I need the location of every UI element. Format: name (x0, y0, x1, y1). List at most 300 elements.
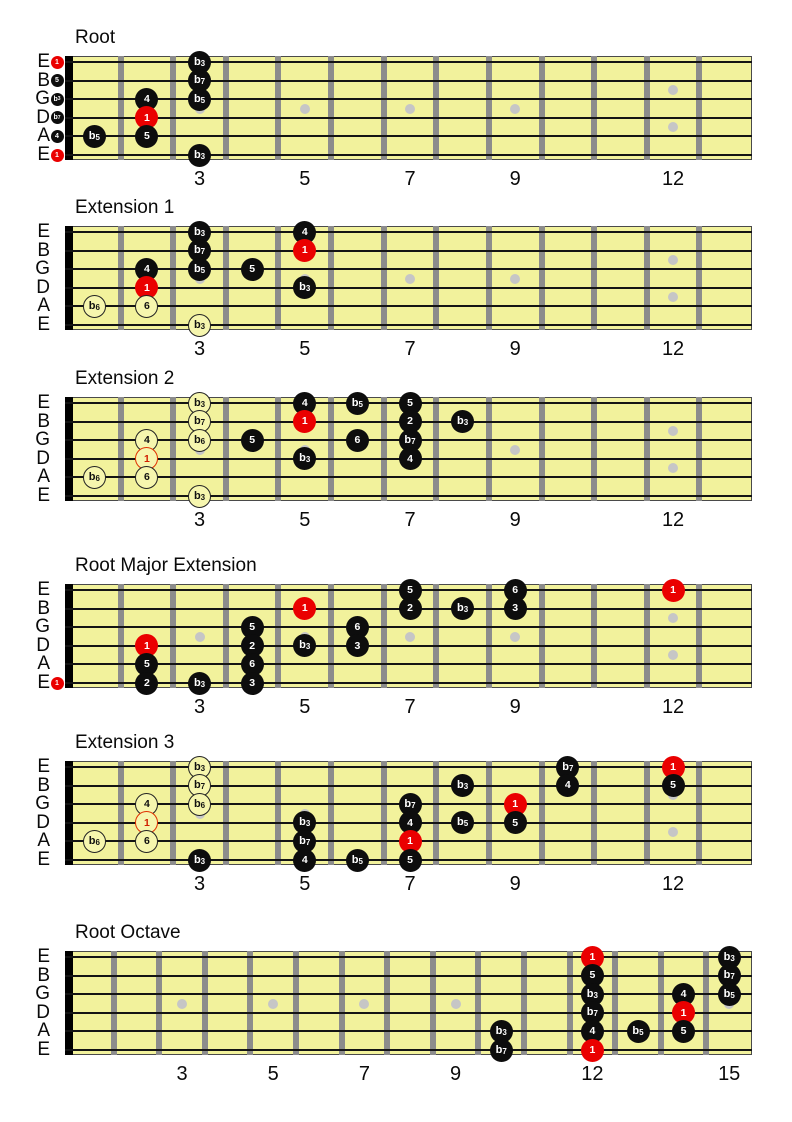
degree-number: 6 (354, 433, 361, 446)
degree-number: 1 (301, 244, 308, 257)
note-dot (662, 774, 685, 797)
fret-marker-icon (195, 632, 205, 642)
fret-number: 5 (299, 509, 311, 531)
degree-number: 4 (144, 797, 150, 810)
guitar-string (65, 1049, 752, 1051)
string-label: E (37, 144, 50, 165)
guitar-string (65, 1012, 752, 1014)
degree-number: 5 (200, 95, 206, 105)
fret-number: 3 (176, 1063, 188, 1085)
fret-number: 9 (509, 338, 521, 360)
degree-number: 3 (200, 763, 206, 773)
flat-sign: b (723, 950, 731, 963)
guitar-string (65, 645, 752, 647)
guitar-string (65, 626, 752, 628)
fret-marker-icon (668, 85, 678, 95)
fret-wire (591, 226, 597, 330)
fret-wire (644, 56, 650, 160)
flat-sign: b (88, 470, 96, 483)
guitar-string (65, 975, 752, 977)
string-label: D (36, 1001, 50, 1023)
degree-number: 7 (200, 418, 206, 428)
fret-wire (118, 397, 124, 501)
note-dot (83, 295, 106, 318)
diagram-title: Extension 2 (75, 368, 175, 389)
degree-number: 4 (55, 132, 59, 140)
degree-number: 3 (57, 96, 61, 103)
degree-number: 3 (200, 679, 206, 689)
degree-number: 5 (407, 583, 413, 596)
flat-sign: b (193, 148, 201, 161)
flat-sign: b (193, 225, 201, 238)
degree-number: 6 (95, 837, 100, 847)
note-dot (504, 811, 527, 834)
note-dot (399, 447, 422, 470)
note-dot (672, 1020, 695, 1043)
degree-number: 7 (730, 972, 735, 982)
fret-number: 15 (718, 1063, 741, 1085)
fret-wire (696, 226, 702, 330)
string-label: E (37, 849, 50, 870)
string-label: D (36, 634, 50, 656)
fret-wire (381, 761, 387, 865)
degree-number: 3 (200, 151, 206, 161)
fret-wire (591, 584, 597, 688)
guitar-string (65, 250, 752, 252)
fret-wire (381, 226, 387, 330)
degree-number: 5 (407, 396, 413, 409)
fret-wire (539, 584, 545, 688)
degree-number: 6 (95, 473, 100, 483)
fret-wire (118, 226, 124, 330)
flat-sign: b (193, 676, 201, 689)
fret-marker-icon (300, 104, 310, 114)
degree-number: 1 (55, 151, 59, 159)
guitar-string (65, 495, 752, 497)
string-label: E (37, 51, 50, 72)
degree-number: 1 (512, 797, 519, 810)
fret-number: 5 (299, 873, 311, 895)
fret-wire (118, 761, 124, 865)
guitar-string (65, 663, 752, 665)
fret-marker-icon (177, 999, 187, 1009)
fret-number: 5 (299, 696, 311, 718)
flat-sign: b (586, 1006, 594, 1019)
fret-number: 9 (509, 168, 521, 190)
note-dot (718, 983, 741, 1006)
fret-wire (111, 951, 117, 1055)
flat-sign: b (193, 433, 201, 446)
fret-number: 5 (299, 168, 311, 190)
string-label: A (37, 1020, 50, 1042)
guitar-string (65, 117, 752, 119)
nut (65, 584, 73, 688)
fret-number: 3 (193, 873, 206, 895)
fret-number: 9 (509, 873, 521, 895)
fret-wire (223, 56, 229, 160)
note-dot (627, 1020, 650, 1043)
flat-sign: b (193, 489, 201, 502)
fret-wire (223, 761, 229, 865)
note-dot (51, 130, 64, 143)
fret-wire (539, 56, 545, 160)
fret-wire (696, 56, 702, 160)
fret-wire (475, 951, 481, 1055)
guitar-string (65, 287, 752, 289)
fret-wire (170, 56, 176, 160)
degree-number: 3 (512, 602, 519, 615)
fret-wire (591, 761, 597, 865)
flat-sign: b (88, 834, 96, 847)
flat-sign: b (88, 129, 96, 142)
fret-marker-icon (359, 999, 369, 1009)
nut (65, 951, 73, 1055)
fret-wire (644, 397, 650, 501)
degree-number: 7 (502, 1046, 507, 1056)
guitar-string (65, 135, 752, 137)
guitar-string (65, 98, 752, 100)
fret-number: 12 (661, 873, 685, 895)
flat-sign: b (457, 779, 464, 792)
fret-wire (328, 56, 334, 160)
fret-wire (223, 226, 229, 330)
note-dot (188, 144, 211, 167)
flat-sign: b (193, 797, 201, 810)
string-label: G (35, 429, 50, 451)
guitar-string (65, 785, 752, 787)
note-dot (135, 672, 158, 695)
fret-number: 12 (661, 696, 685, 718)
degree-number: 5 (249, 262, 256, 275)
guitar-string (65, 268, 752, 270)
note-dot (188, 672, 211, 695)
degree-number: 3 (593, 990, 598, 1000)
degree-number: 4 (407, 452, 413, 465)
fret-wire (433, 397, 439, 501)
flat-sign: b (351, 853, 359, 866)
fret-wire (486, 397, 492, 501)
fret-wire (328, 584, 334, 688)
degree-number: 1 (301, 415, 308, 428)
string-label: A (37, 830, 50, 852)
degree-number: 3 (200, 228, 206, 238)
note-dot (51, 74, 64, 87)
fret-number: 5 (299, 338, 311, 360)
note-dot (51, 56, 64, 69)
fret-wire (275, 56, 281, 160)
degree-number: 7 (411, 800, 416, 810)
degree-number: 5 (639, 1027, 644, 1037)
fret-number: 3 (193, 509, 206, 531)
fret-number: 3 (193, 696, 206, 718)
flat-sign: b (193, 244, 201, 257)
fret-wire (539, 226, 545, 330)
degree-number: 4 (589, 1025, 596, 1038)
fret-wire (433, 226, 439, 330)
degree-number: 4 (407, 816, 413, 829)
degree-number: 3 (200, 492, 206, 502)
string-label: G (35, 793, 50, 815)
guitar-string (65, 476, 752, 478)
degree-number: 7 (411, 436, 416, 446)
fret-wire (696, 397, 702, 501)
fret-number: 3 (193, 168, 206, 190)
degree-number: 3 (305, 284, 311, 294)
fret-wire (223, 397, 229, 501)
degree-number: 1 (670, 760, 676, 773)
degree-number: 4 (301, 396, 308, 409)
flat-sign: b (495, 1024, 503, 1037)
fret-wire (539, 761, 545, 865)
note-dot (188, 314, 211, 337)
degree-number: 5 (730, 990, 735, 1000)
string-label: B (37, 239, 50, 261)
degree-number: 6 (144, 300, 150, 313)
fret-marker-icon (510, 445, 520, 455)
note-dot (188, 793, 211, 816)
fret-wire (521, 951, 527, 1055)
flat-sign: b (299, 639, 306, 652)
fret-wire (644, 226, 650, 330)
fret-wire (339, 951, 345, 1055)
degree-number: 5 (358, 856, 363, 866)
degree-number: 5 (55, 77, 59, 85)
fret-wire (381, 397, 387, 501)
fret-wire (567, 951, 573, 1055)
flat-sign: b (53, 95, 58, 103)
degree-number: 4 (144, 92, 150, 105)
fret-wire (486, 226, 492, 330)
degree-number: 3 (249, 676, 256, 689)
fret-marker-icon (510, 104, 520, 114)
guitar-string (65, 154, 752, 156)
fret-wire (328, 397, 334, 501)
guitar-string (65, 956, 752, 958)
degree-number: 7 (200, 77, 206, 87)
degree-number: 3 (200, 58, 206, 68)
degree-number: 4 (301, 853, 308, 866)
string-label: G (35, 258, 50, 280)
string-label: E (37, 221, 50, 242)
guitar-string (65, 61, 752, 63)
guitar-string (65, 305, 752, 307)
fret-wire (486, 584, 492, 688)
diagram-title: Extension 1 (75, 197, 175, 218)
degree-number: 3 (305, 819, 311, 829)
string-label: E (37, 485, 50, 506)
fret-wire (696, 761, 702, 865)
fret-number: 12 (581, 1063, 604, 1085)
degree-number: 5 (670, 779, 676, 792)
degree-number: 6 (95, 302, 100, 312)
fret-wire (644, 761, 650, 865)
fret-wire (293, 951, 299, 1055)
fret-number: 3 (193, 338, 206, 360)
degree-number: 4 (301, 225, 308, 238)
flat-sign: b (193, 415, 201, 428)
degree-number: 1 (589, 950, 596, 963)
degree-number: 3 (200, 856, 206, 866)
degree-number: 5 (407, 853, 413, 866)
fret-marker-icon (510, 274, 520, 284)
degree-number: 5 (95, 132, 100, 142)
fret-number: 7 (404, 696, 416, 718)
fret-wire (247, 951, 253, 1055)
degree-number: 3 (463, 418, 469, 428)
flat-sign: b (193, 396, 201, 409)
string-label: A (37, 295, 50, 317)
degree-number: 2 (249, 639, 256, 652)
fret-wire (156, 951, 162, 1055)
flat-sign: b (457, 415, 464, 428)
fret-number: 5 (267, 1063, 279, 1085)
degree-number: 3 (502, 1027, 507, 1037)
fret-wire (328, 226, 334, 330)
fret-wire (170, 761, 176, 865)
flat-sign: b (299, 816, 306, 829)
flat-sign: b (723, 969, 731, 982)
note-dot (293, 849, 316, 872)
string-label: D (36, 276, 50, 298)
flat-sign: b (457, 602, 464, 615)
flat-sign: b (193, 55, 201, 68)
degree-number: 6 (144, 835, 150, 848)
note-dot (83, 466, 106, 489)
fret-wire (202, 951, 208, 1055)
flat-sign: b (299, 834, 306, 847)
string-label: A (37, 125, 50, 147)
note-dot (188, 258, 211, 281)
flat-sign: b (351, 396, 359, 409)
fret-wire (384, 951, 390, 1055)
degree-number: 1 (55, 58, 59, 66)
flat-sign: b (457, 816, 464, 829)
degree-number: 1 (407, 835, 413, 848)
fret-wire (430, 951, 436, 1055)
fret-marker-icon (668, 426, 678, 436)
string-label: D (36, 106, 50, 128)
fret-number: 7 (404, 168, 416, 190)
fret-wire (433, 56, 439, 160)
fret-number: 9 (509, 509, 521, 531)
note-dot (51, 111, 64, 124)
degree-number: 6 (512, 583, 519, 596)
string-label: E (37, 1039, 50, 1060)
degree-number: 1 (144, 281, 150, 294)
fret-wire (696, 584, 702, 688)
degree-number: 2 (407, 602, 413, 615)
nut (65, 761, 73, 865)
fret-wire (658, 951, 664, 1055)
fret-wire (381, 584, 387, 688)
fret-number: 12 (661, 168, 685, 190)
degree-number: 4 (144, 262, 150, 275)
fret-marker-icon (405, 104, 415, 114)
fret-wire (118, 56, 124, 160)
note-dot (83, 830, 106, 853)
note-dot (83, 125, 106, 148)
fret-number: 12 (661, 338, 685, 360)
degree-number: 5 (463, 819, 469, 829)
fret-wire (275, 584, 281, 688)
note-dot (581, 1039, 604, 1062)
string-label: B (37, 774, 50, 796)
flat-sign: b (193, 74, 201, 87)
degree-number: 5 (589, 969, 596, 982)
fret-wire (170, 584, 176, 688)
fret-number: 7 (404, 873, 416, 895)
string-label: E (37, 946, 50, 967)
flat-sign: b (193, 779, 201, 792)
fret-number: 9 (509, 696, 521, 718)
note-dot (399, 597, 422, 620)
degree-number: 3 (730, 953, 735, 963)
note-dot (399, 849, 422, 872)
nut (65, 397, 73, 501)
guitar-string (65, 324, 752, 326)
fret-number: 7 (358, 1063, 370, 1085)
string-label: D (36, 811, 50, 833)
flat-sign: b (193, 92, 201, 105)
guitar-string (65, 766, 752, 768)
fret-marker-icon (268, 999, 278, 1009)
flat-sign: b (632, 1024, 640, 1037)
degree-number: 6 (200, 436, 206, 446)
degree-number: 5 (512, 816, 519, 829)
degree-number: 5 (358, 399, 363, 409)
fret-wire (486, 761, 492, 865)
fretboard-board (65, 951, 752, 1055)
flat-sign: b (495, 1043, 503, 1056)
fret-wire (170, 397, 176, 501)
note-dot (346, 392, 369, 415)
degree-number: 7 (57, 114, 61, 121)
string-label: B (37, 410, 50, 432)
flat-sign: b (404, 797, 412, 810)
string-label: G (35, 983, 50, 1005)
degree-number: 6 (249, 658, 256, 671)
fret-wire (381, 56, 387, 160)
note-dot (188, 88, 211, 111)
note-dot (490, 1039, 513, 1062)
degree-number: 3 (305, 642, 311, 652)
fret-wire (433, 761, 439, 865)
degree-number: 6 (144, 471, 150, 484)
note-dot (188, 849, 211, 872)
fret-wire (328, 761, 334, 865)
degree-number: 7 (593, 1009, 598, 1019)
nut (65, 226, 73, 330)
note-dot (241, 429, 264, 452)
flat-sign: b (299, 281, 306, 294)
note-dot (241, 672, 264, 695)
fret-marker-icon (668, 255, 678, 265)
degree-number: 3 (354, 639, 361, 652)
degree-number: 1 (144, 816, 150, 829)
fret-wire (275, 397, 281, 501)
string-label: B (37, 597, 50, 619)
fret-number: 7 (404, 509, 416, 531)
fret-wire (275, 226, 281, 330)
guitar-string (65, 682, 752, 684)
string-label: G (35, 616, 50, 638)
degree-number: 7 (305, 837, 311, 847)
degree-number: 1 (144, 111, 150, 124)
degree-number: 4 (564, 779, 571, 792)
note-dot (241, 258, 264, 281)
degree-number: 3 (463, 782, 469, 792)
string-label: A (37, 653, 50, 675)
